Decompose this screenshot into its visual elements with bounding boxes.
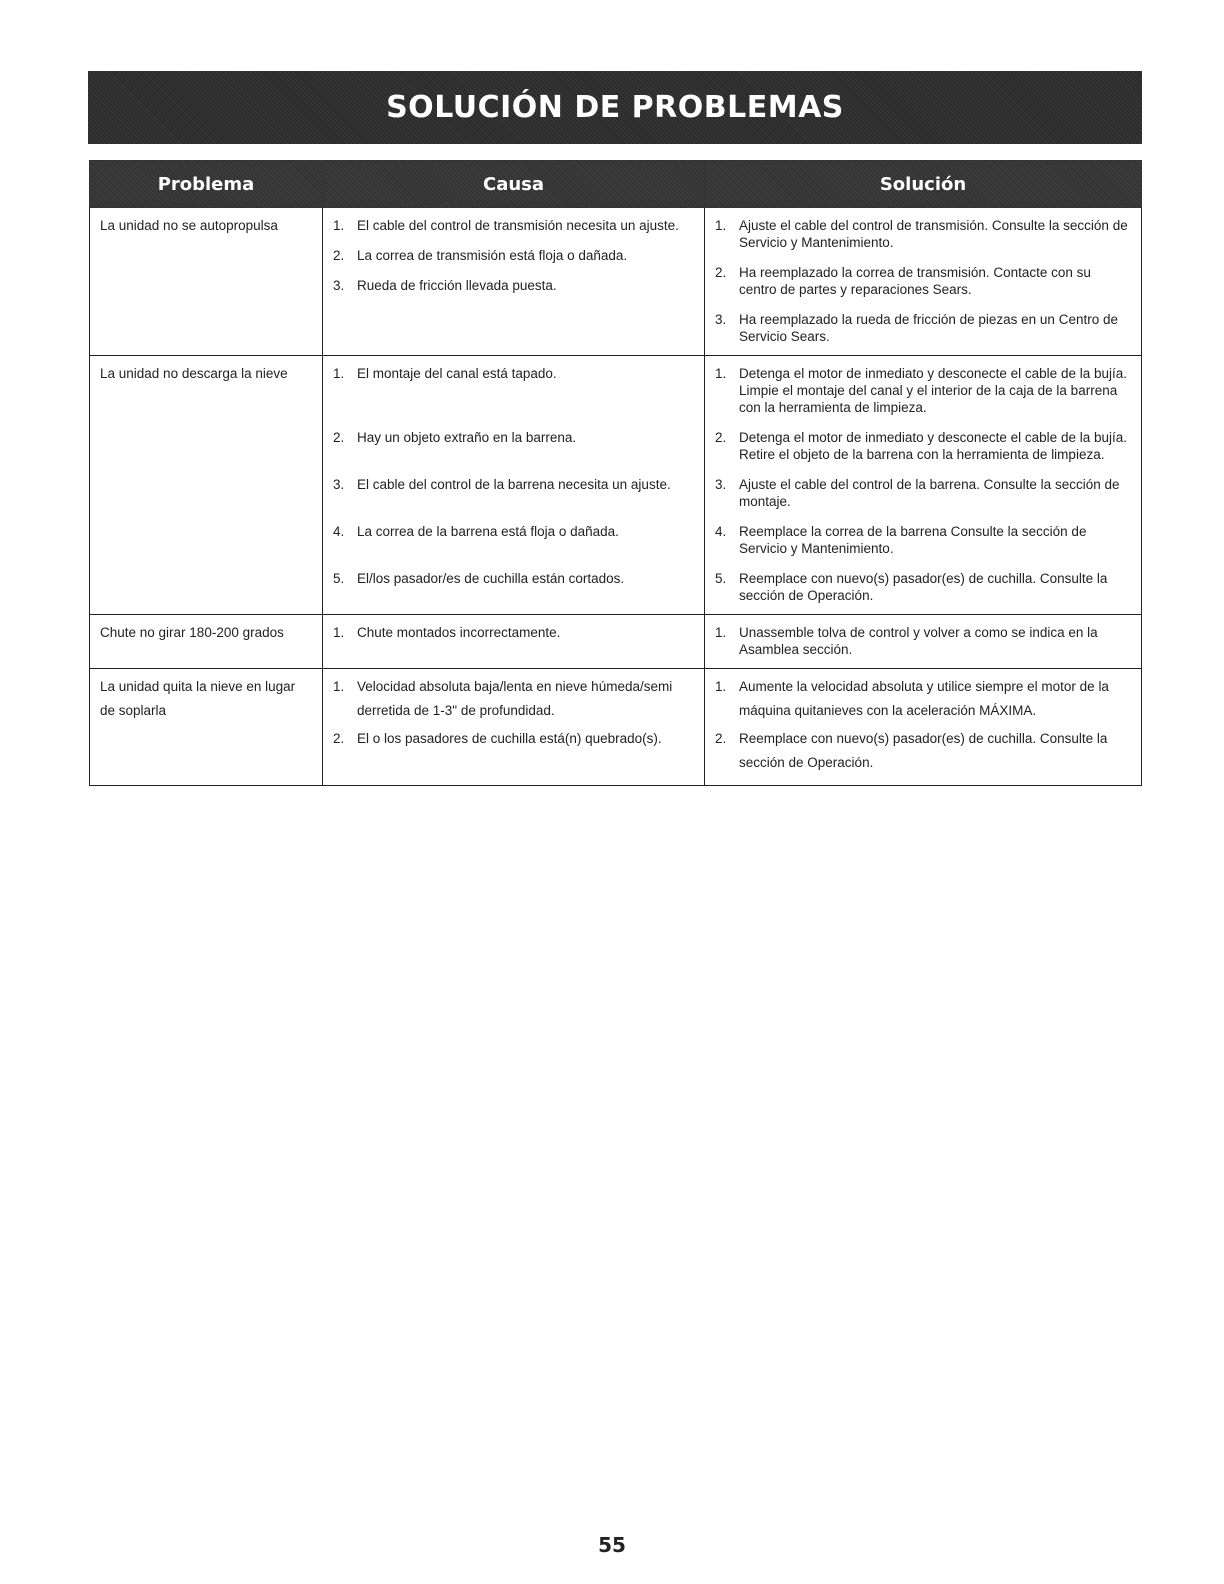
item-text: El o los pasadores de cuchilla está(n) quebrado(s).: [357, 731, 662, 746]
item-number: 1.: [333, 366, 345, 381]
item-number: 5.: [715, 571, 727, 586]
item-text: La correa de la barrena está floja o dañada.: [357, 524, 619, 539]
item-number: 2.: [715, 731, 727, 746]
list-item: [715, 727, 1131, 775]
solution-cell: [705, 208, 1142, 356]
solution-list: [715, 217, 1131, 345]
item-text: Aumente la velocidad absoluta y utilice siempre el motor de la máquina quitanieves con la aceleración MÁXIMA.: [739, 679, 1109, 718]
list-item: [715, 311, 1131, 345]
item-number: 1.: [715, 218, 727, 233]
item-text: Chute montados incorrectamente.: [357, 625, 561, 640]
list-item: [333, 727, 694, 751]
page-number: 55: [598, 1533, 626, 1557]
item-text: Detenga el motor de inmediato y desconecte el cable de la bujía. Retire el objeto de la barrena con la herramienta de limpieza.: [739, 430, 1127, 462]
item-number: 3.: [715, 477, 727, 492]
item-number: 1.: [715, 625, 727, 640]
list-item: [333, 570, 694, 587]
problem-cell: Chute no girar 180-200 grados: [90, 615, 323, 669]
solution-list: [715, 675, 1131, 775]
item-text: Ha reemplazado la rueda de fricción de piezas en un Centro de Servicio Sears.: [739, 312, 1118, 344]
list-item: [715, 365, 1131, 416]
list-item: [333, 429, 694, 446]
table-row: [90, 356, 1142, 615]
header-solution: Solución: [705, 161, 1142, 208]
item-text: Ajuste el cable del control de transmisión. Consulte la sección de Servicio y Mantenimiento.: [739, 218, 1128, 250]
cause-cell: [323, 208, 705, 356]
item-number: 4.: [715, 524, 727, 539]
list-item: [715, 570, 1131, 604]
list-item: [333, 365, 694, 382]
item-number: 2.: [333, 731, 345, 746]
solution-cell: [705, 669, 1142, 786]
solution-cell: [705, 615, 1142, 669]
list-item: [715, 429, 1131, 463]
table-row: [90, 669, 1142, 786]
item-text: Detenga el motor de inmediato y desconecte el cable de la bujía. Limpie el montaje del canal y el interior de la caja de la barrena con la herramienta de limpieza.: [739, 366, 1127, 415]
item-number: 2.: [333, 248, 345, 263]
problem-cell: La unidad quita la nieve en lugar de soplarla: [90, 669, 323, 786]
item-text: El cable del control de la barrena necesita un ajuste.: [357, 477, 671, 492]
list-item: [333, 217, 694, 234]
item-number: 1.: [333, 218, 345, 233]
list-item: [715, 675, 1131, 723]
list-item: [715, 476, 1131, 510]
item-number: 1.: [715, 366, 727, 381]
item-text: Reemplace la correa de la barrena Consulte la sección de Servicio y Mantenimiento.: [739, 524, 1087, 556]
table-row: [90, 615, 1142, 669]
cause-list: [333, 217, 694, 294]
list-item: [333, 476, 694, 493]
item-text: El cable del control de transmisión necesita un ajuste.: [357, 218, 679, 233]
solution-cell: [705, 356, 1142, 615]
list-item: [715, 217, 1131, 251]
item-number: 3.: [333, 477, 345, 492]
item-text: Hay un objeto extraño en la barrena.: [357, 430, 577, 445]
item-number: 1.: [333, 679, 345, 694]
list-item: [715, 264, 1131, 298]
item-text: Ha reemplazado la correa de transmisión. Contacte con su centro de partes y reparaciones Sears.: [739, 265, 1091, 297]
item-text: El montaje del canal está tapado.: [357, 366, 557, 381]
header-cause: Causa: [323, 161, 705, 208]
cause-cell: [323, 356, 705, 615]
item-number: 2.: [715, 265, 727, 280]
list-item: [333, 624, 694, 641]
item-text: Rueda de fricción llevada puesta.: [357, 278, 557, 293]
page-title: SOLUCIÓN DE PROBLEMAS: [386, 90, 844, 125]
item-number: 2.: [333, 430, 345, 445]
table-row: [90, 208, 1142, 356]
item-text: El/los pasador/es de cuchilla están cortados.: [357, 571, 625, 586]
solution-list: [715, 624, 1131, 658]
list-item: [333, 247, 694, 264]
cause-list: [333, 624, 694, 641]
list-item: [333, 523, 694, 540]
list-item: [715, 523, 1131, 557]
item-number: 3.: [715, 312, 727, 327]
cause-list: [333, 365, 694, 587]
item-number: 2.: [715, 430, 727, 445]
table-header-row: [90, 161, 1142, 208]
item-text: Reemplace con nuevo(s) pasador(es) de cuchilla. Consulte la sección de Operación.: [739, 731, 1108, 770]
item-number: 3.: [333, 278, 345, 293]
item-number: 1.: [333, 625, 345, 640]
item-number: 5.: [333, 571, 345, 586]
header-problem: Problema: [90, 161, 323, 208]
item-text: La correa de transmisión está floja o dañada.: [357, 248, 628, 263]
item-text: Reemplace con nuevo(s) pasador(es) de cuchilla. Consulte la sección de Operación.: [739, 571, 1108, 603]
cause-cell: [323, 669, 705, 786]
item-text: Velocidad absoluta baja/lenta en nieve húmeda/semi derretida de 1-3" de profundidad.: [357, 679, 673, 718]
cause-list: [333, 675, 694, 751]
list-item: [715, 624, 1131, 658]
cause-cell: [323, 615, 705, 669]
item-text: Ajuste el cable del control de la barrena. Consulte la sección de montaje.: [739, 477, 1120, 509]
list-item: [333, 277, 694, 294]
problem-cell: La unidad no descarga la nieve: [90, 356, 323, 615]
solution-list: [715, 365, 1131, 604]
item-number: 4.: [333, 524, 345, 539]
item-text: Unassemble tolva de control y volver a como se indica en la Asamblea sección.: [739, 625, 1098, 657]
list-item: [333, 675, 694, 723]
problem-cell: La unidad no se autopropulsa: [90, 208, 323, 356]
troubleshooting-table: [89, 160, 1142, 786]
title-banner: [88, 71, 1142, 144]
item-number: 1.: [715, 679, 727, 694]
